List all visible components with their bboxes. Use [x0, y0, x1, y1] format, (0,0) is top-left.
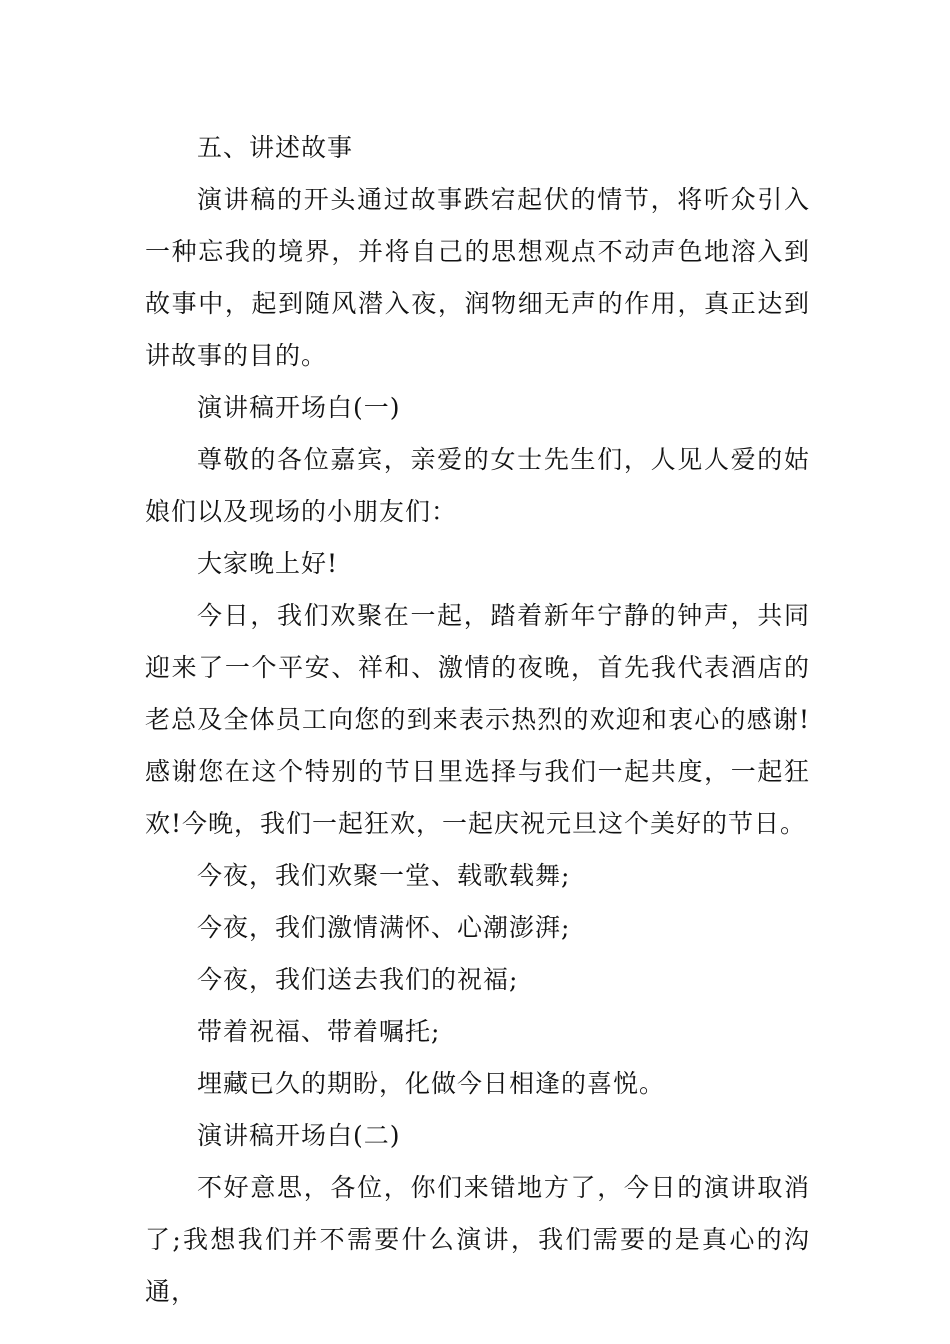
- section-heading-opening-one: 演讲稿开场白(一): [197, 393, 401, 422]
- paragraph-blessings: 带着祝福、带着嘱托;: [197, 1017, 441, 1046]
- paragraph-apology: 不好意思，各位，你们来错地方了，今日的演讲取消了;我想我们并不需要什么演讲，我们需要的是真心的沟通，: [145, 1173, 810, 1306]
- document-body: [145, 122, 810, 1318]
- paragraph-good-evening: 大家晚上好!: [197, 549, 339, 578]
- section-heading-opening-two: 演讲稿开场白(二): [197, 1121, 401, 1150]
- paragraph-story-opening: 演讲稿的开头通过故事跌宕起伏的情节，将听众引入一种忘我的境界，并将自己的思想观点不动声色地溶入到故事中，起到随风潜入夜，润物细无声的作用，真正达到讲故事的目的。: [145, 185, 810, 370]
- paragraph-hopes: 埋藏已久的期盼，化做今日相逢的喜悦。: [197, 1069, 666, 1098]
- paragraph-tonight-three: 今夜，我们送去我们的祝福;: [197, 965, 519, 994]
- paragraph-welcome: 今日，我们欢聚在一起，踏着新年宁静的钟声，共同迎来了一个平安、祥和、激情的夜晚，首先我代表酒店的老总及全体员工向您的到来表示热烈的欢迎和衷心的感谢!感谢您在这个特别的节日里选择与我们一起共度，一起狂欢!今晚，我们一起狂欢，一起庆祝元旦这个美好的节日。: [145, 601, 810, 838]
- paragraph-greeting-guests: 尊敬的各位嘉宾，亲爱的女士先生们，人见人爱的姑娘们以及现场的小朋友们：: [145, 445, 810, 526]
- paragraph-tonight-one: 今夜，我们欢聚一堂、载歌载舞;: [197, 861, 571, 890]
- paragraph-tonight-two: 今夜，我们激情满怀、心潮澎湃;: [197, 913, 571, 942]
- section-heading-tell-story: 五、讲述故事: [197, 133, 354, 162]
